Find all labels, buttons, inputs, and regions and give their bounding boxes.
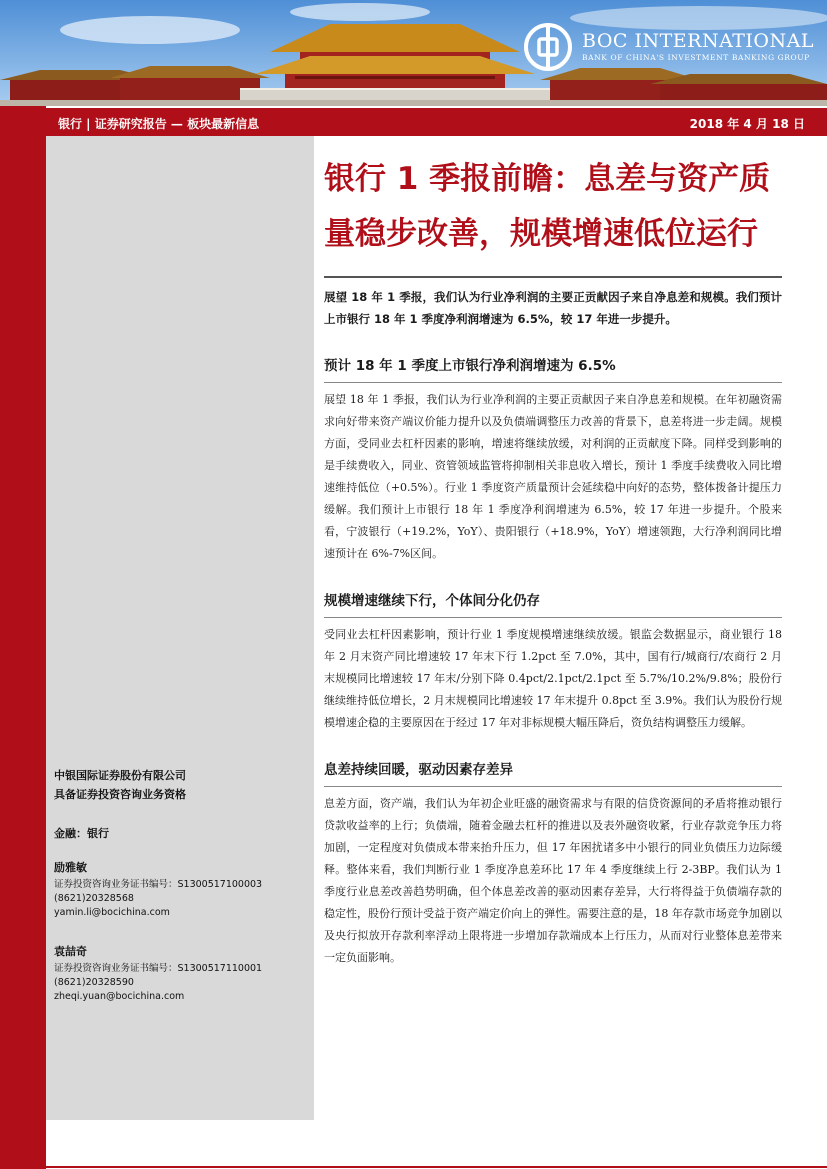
report-summary: 展望 18 年 1 季报，我们认为行业净利润的主要正贡献因子来自净息差和规模。我们预计上市银行 18 年 1 季度净利润增速为 6.5%，较 17 年进一步提升。 (324, 290, 782, 326)
sidebar-panel (46, 136, 314, 1120)
section-divider (324, 382, 782, 383)
analyst-phone: (8621)20328568 (54, 893, 134, 904)
section-profit-forecast (324, 356, 782, 565)
analyst-name: 励雅敏 (54, 861, 87, 874)
sector-label: 金融：银行 (54, 827, 109, 840)
analyst-card (54, 942, 310, 1004)
report-title: 银行 1 季报前瞻：息差与资产质量稳步改善，规模增速低位运行 (324, 161, 771, 252)
section-heading: 规模增速继续下行，个体间分化仍存 (324, 593, 540, 609)
firm-name: 中银国际证券股份有限公司 (54, 769, 186, 782)
boc-logo-icon (523, 22, 573, 72)
info-bar (46, 108, 827, 136)
section-body: 息差方面，资产端，我们认为年初企业旺盛的融资需求与有限的信贷资源间的矛盾将推动银行贷款收益率的上行；负债端，随着金融去杠杆的推进以及表外融资收紧，行业存款竞争压力将加剧，一定程度对负债成本带来抬升压力，但 17 年困扰诸多中小银行的同业负债压力边际缓释。整体来看，我们判断行业 1 季度净息差环比 17 年 4 季度继续上行 2-3BP。我们认为 1 季度行业息差改善趋势明确，但个体息差改善的驱动因素存差异，大行将得益于负债端存款的稳定性，股份行预计受益于资产端定价向上的弹性。需要注意的是，18 年存款市场竞争加剧以及央行拟放开存款利率浮动上限将进一步增加存款端成本上行压力，从而对行业整体息差带来一定负面影响。 (324, 797, 782, 964)
analyst-license: 证券投资咨询业务证书编号：S1300517100003 (54, 879, 263, 890)
sidebar-content (54, 766, 310, 1004)
analyst-license: 证券投资咨询业务证书编号：S1300517110001 (54, 963, 263, 974)
analyst-phone: (8621)20328590 (54, 977, 134, 988)
firm-qualification: 具备证券投资咨询业务资格 (54, 788, 186, 801)
footer-divider (0, 1140, 827, 1169)
section-divider (324, 617, 782, 618)
analyst-email[interactable]: yamin.li@bocichina.com (54, 907, 170, 918)
left-red-border (0, 106, 46, 1169)
section-body: 展望 18 年 1 季报，我们认为行业净利润的主要正贡献因子来自净息差和规模。在年初融资需求向好带来资产端议价能力提升以及负债端调整压力改善的背景下，息差将进一步走阔。规模方面，受同业去杠杆因素的影响，增速将继续放缓，对利润的正贡献度下降。同样受到影响的是手续费收入，同业、资管领域监管将抑制相关非息收入增长，预计 1 季度手续费收入同比增速维持低位（+0.5%）。行业 1 季度资产质量预计会延续稳中向好的态势，整体拨备计提压力缓解。我们预计上市银行 18 年 1 季度净利润增速为 6.5%，较 17 年进一步提升。个股来看，宁波银行（+19.2%，YoY）、贵阳银行（+18.9%，YoY）增速领跑，大行净利润同比增速预计在 6%-7%区间。 (324, 393, 782, 560)
section-heading: 预计 18 年 1 季度上市银行净利润增速为 6.5% (324, 358, 616, 374)
analyst-name: 袁喆奇 (54, 945, 87, 958)
section-body: 受同业去杠杆因素影响，预计行业 1 季度规模增速继续放缓。银监会数据显示，商业银行 18 年 2 月末资产同比增速较 17 年末下行 1.2pct 至 7.0%，其中，国有行/城商行/农商行 2 月末规模同比增速较 17 年末/分别下降 0.4pct/2.1pct/2.1pct 至 5.7%/10.2%/9.8%；股份行继续维持低位增长，2 月末规模同比增速较 17 年末提升 0.8pct 至 3.9%。我们认为股份行规模增速企稳的主要原因在于经过 17 年对非标规模大幅压降后，资负结构调整压力缓解。 (324, 628, 782, 729)
brand-name: BOC INTERNATIONAL (582, 30, 814, 52)
analyst-card (54, 858, 310, 920)
section-divider (324, 786, 782, 787)
section-scale-growth (324, 591, 782, 734)
header-banner (0, 0, 827, 106)
brand-logo (582, 30, 814, 64)
report-category: 银行 | 证券研究报告 — 板块最新信息 (58, 117, 260, 131)
brand-subtitle: BANK OF CHINA'S INVESTMENT BANKING GROUP (582, 53, 810, 62)
analyst-email[interactable]: zheqi.yuan@bocichina.com (54, 991, 185, 1002)
section-heading: 息差持续回暖，驱动因素存差异 (324, 762, 513, 778)
title-divider (324, 276, 782, 278)
report-date: 2018 年 4 月 18 日 (689, 117, 805, 131)
main-content (324, 152, 782, 969)
section-net-interest-margin (324, 760, 782, 969)
